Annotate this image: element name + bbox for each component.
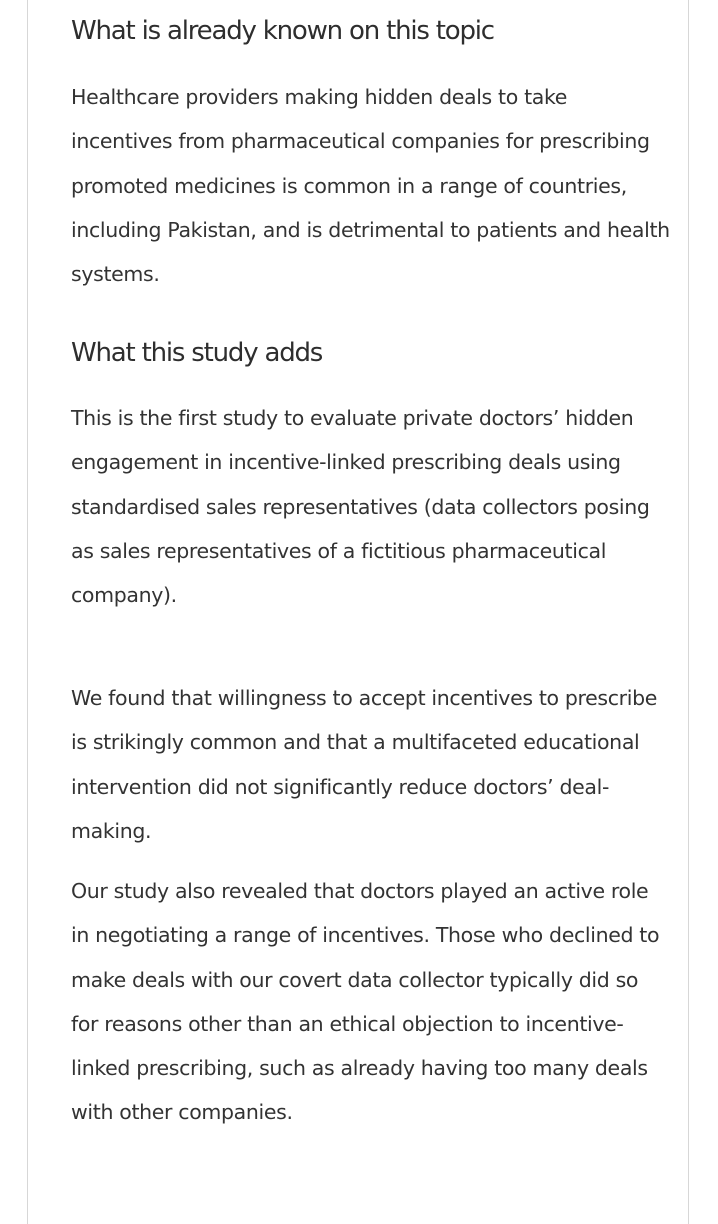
adds-heading: What this study adds — [71, 338, 323, 368]
adds-paragraph-2: We found that willingness to accept incentives to prescribe is strikingly common and that a multifaceted educational intervention did not significantly reduce doctors’ deal-making. — [71, 686, 658, 843]
adds-paragraph-1: This is the first study to evaluate private doctors’ hidden engagement in incentive-linked prescribing deals using standardised sales representatives (data collectors posing as sales representatives of a fictitious pharmaceutical company). — [71, 406, 650, 608]
known-paragraph: Healthcare providers making hidden deals to take incentives from pharmaceutical companies for prescribing promoted medicines is common in a range of countries, including Pakistan, and is detrimental to patients and health systems. — [71, 85, 670, 287]
adds-paragraph-3: Our study also revealed that doctors played an active role in negotiating a range of incentives. Those who declined to make deals with our covert data collector typically did so for reasons other than an ethical objection to incentive-linked prescribing, such as already having too many deals with other companies. — [71, 879, 660, 1125]
known-heading: What is already known on this topic — [71, 16, 494, 46]
